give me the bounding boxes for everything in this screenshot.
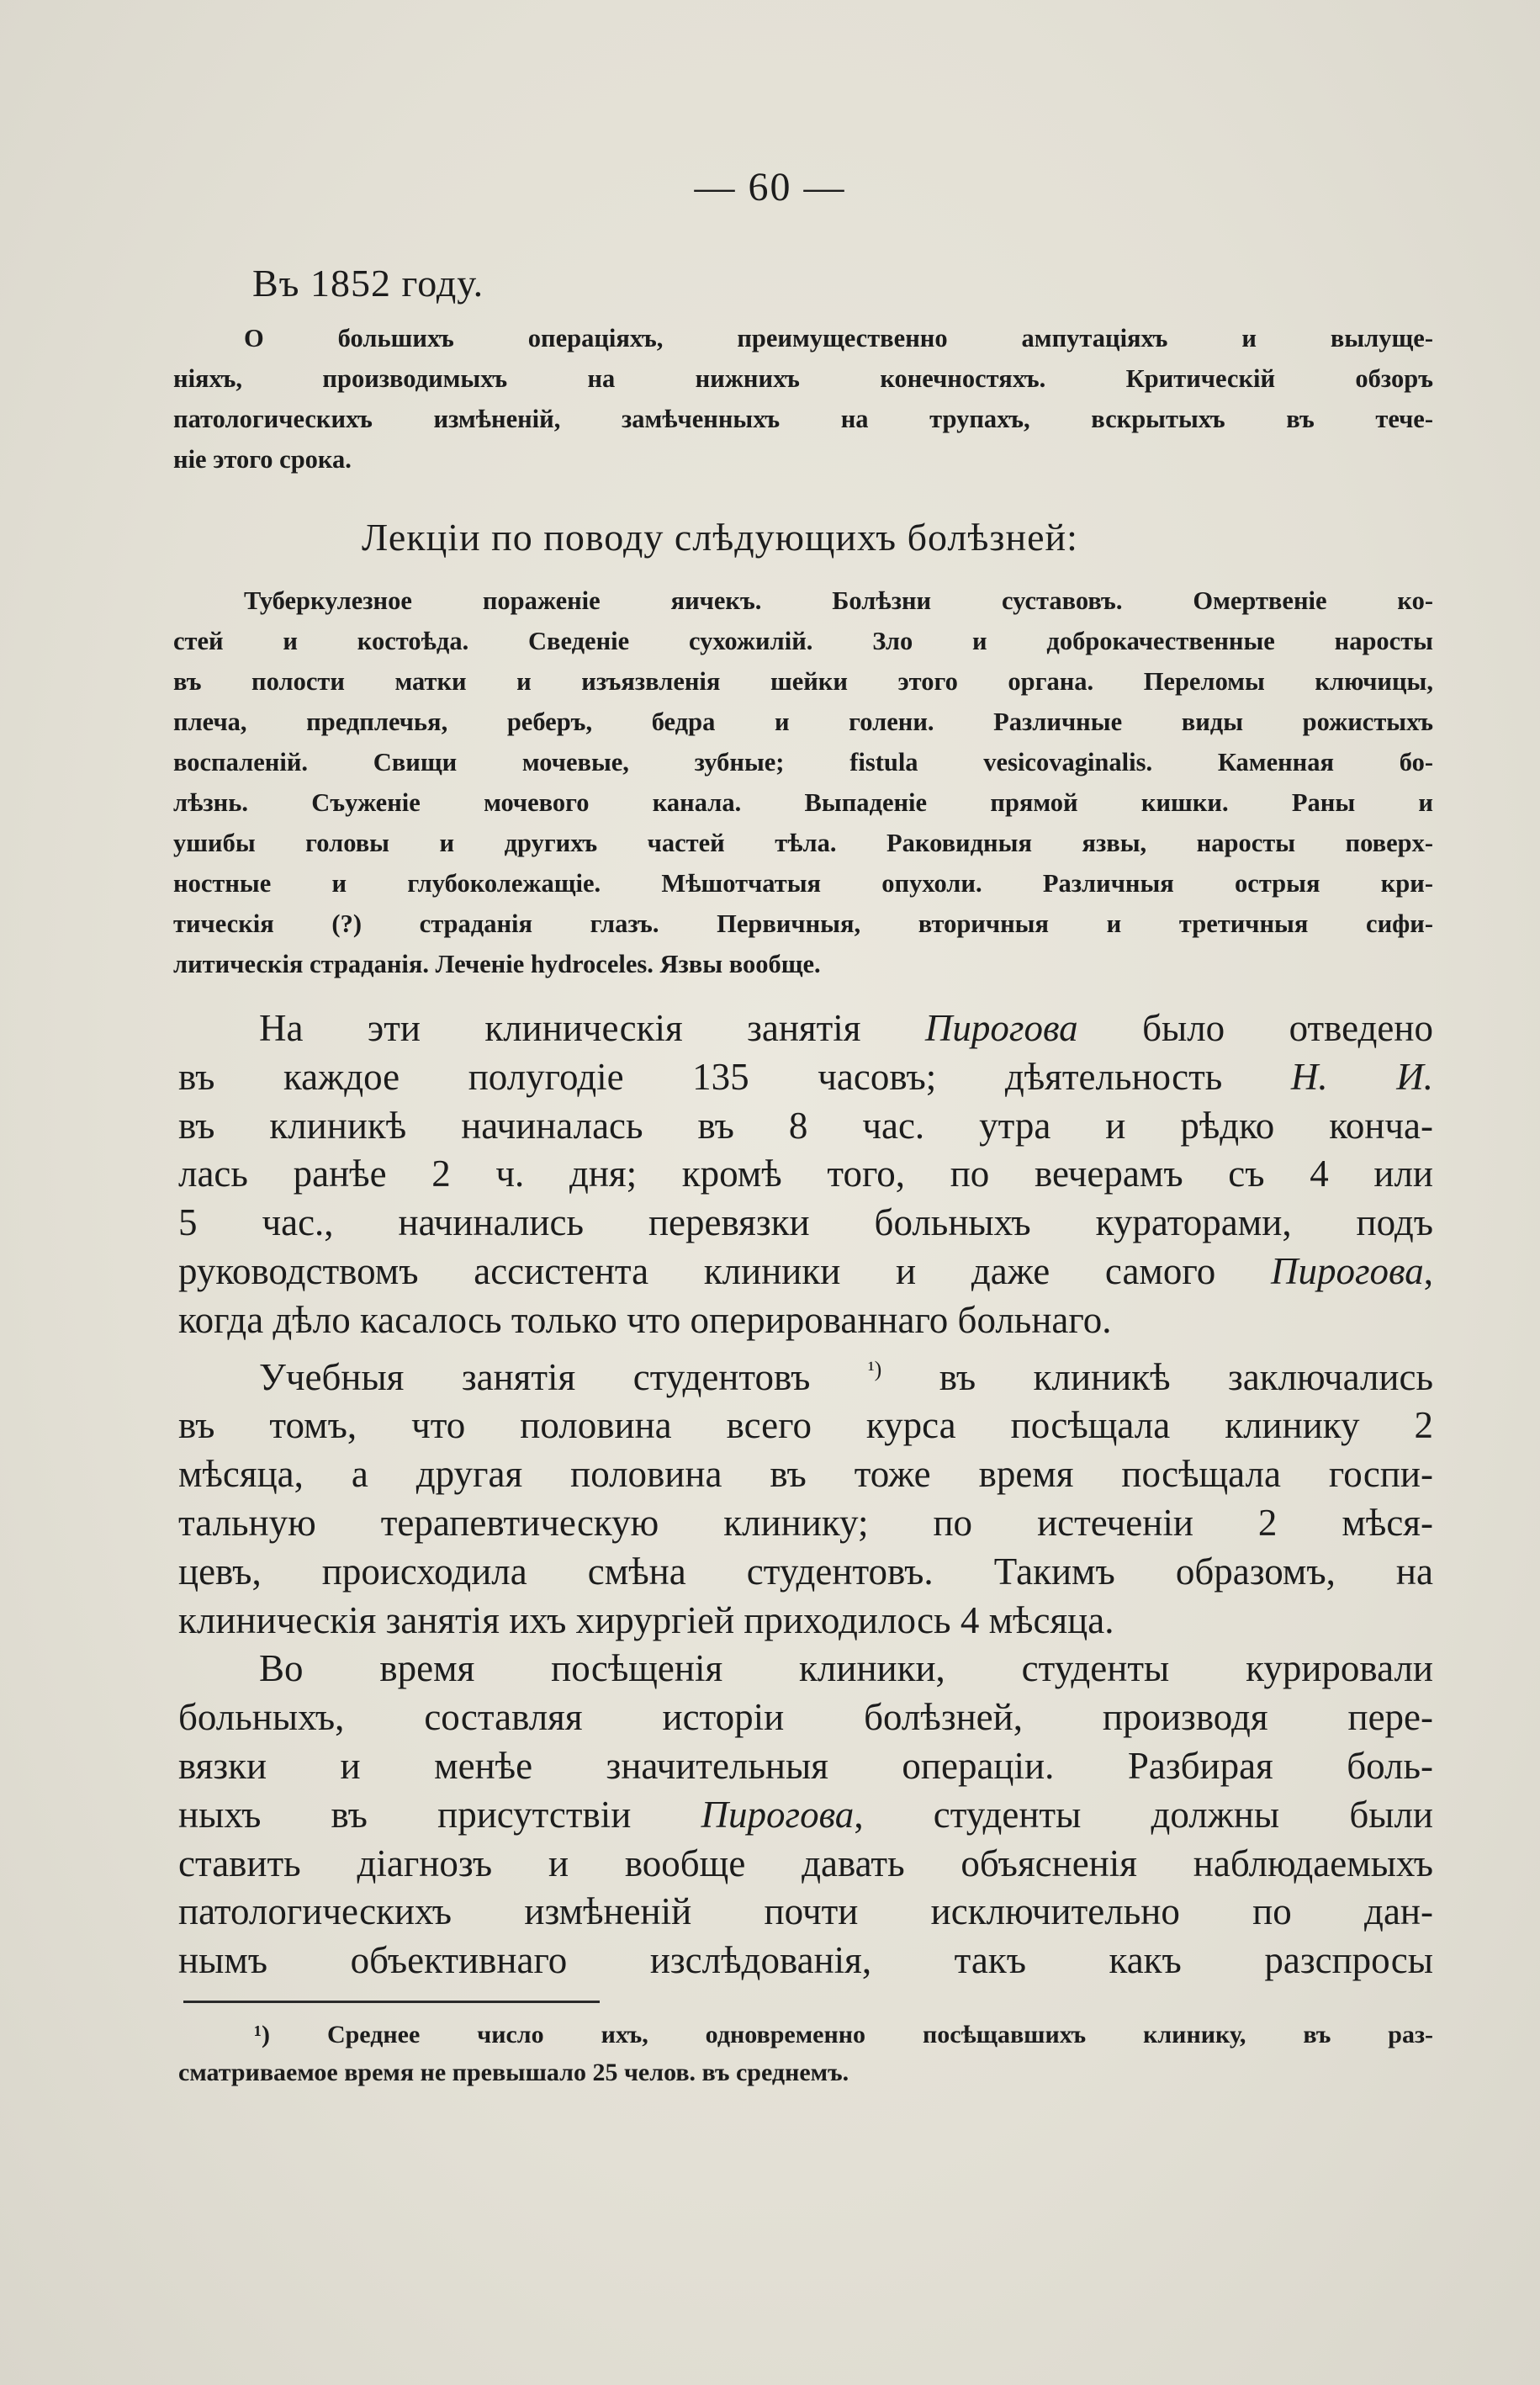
text-line: Во время посѣщенія клиники, студенты курировали: [259, 1647, 1433, 1690]
footnote-line: сматриваемое время не превышало 25 челов. въ среднемъ.: [178, 2059, 849, 2086]
main-text: [178, 1004, 1433, 1985]
text-line: ностные и глубоколежащіе. Мѣшотчатыя опухоли. Различныя острыя кри-: [173, 869, 1433, 898]
text-line: плеча, предплечья, реберъ, бедра и голени. Различные виды рожистыхъ: [173, 708, 1433, 736]
page-number: — 60 —: [694, 165, 846, 209]
text-line: тальную терапевтическую клинику; по истеченіи 2 мѣся-: [178, 1501, 1433, 1544]
footnote: [178, 2016, 1433, 2091]
text-line: въ полости матки и изъязвленія шейки этого органа. Переломы ключицы,: [173, 667, 1433, 696]
lectures-text: [173, 580, 1433, 984]
text-line: Учебныя занятія студентовъ $^{^1)}$ въ клиникѣ заключались: [259, 1355, 1433, 1398]
text-line: въ каждое полугодіе 135 часовъ; дѣятельность Н. И.: [178, 1055, 1434, 1098]
text-line: ушибы головы и другихъ частей тѣла. Раковидныя язвы, наросты поверх-: [173, 829, 1433, 857]
text-line: О большихъ операціяхъ, преимущественно ампутаціяхъ и вылуще-: [244, 324, 1433, 352]
text-line: воспаленій. Свищи мочевые, зубные; fistula vesicovaginalis. Каменная бо-: [173, 748, 1433, 776]
text-line: лѣзнь. Съуженіе мочевого канала. Выпаденіе прямой кишки. Раны и: [173, 788, 1433, 817]
text-line: лась ранѣе 2 ч. дня; кромѣ того, по вечерамъ съ 4 или: [178, 1153, 1433, 1195]
text-line: патологическихъ измѣненій, замѣченныхъ на трупахъ, вскрытыхъ въ тече-: [173, 405, 1433, 433]
text-line: въ томъ, что половина всего курса посѣщала клинику 2: [178, 1404, 1433, 1447]
section-heading-lectures: Лекціи по поводу слѣдующихъ болѣзней:: [362, 516, 1078, 559]
text-line: тическія (?) страданія глазъ. Первичныя, вторичныя и третичныя сифи-: [173, 909, 1433, 938]
text-line: 5 час., начинались перевязки больныхъ кураторами, подъ: [178, 1201, 1433, 1244]
text-line: ніяхъ, производимыхъ на нижнихъ конечностяхъ. Критическій обзоръ: [173, 364, 1433, 393]
section-1852-text: [173, 318, 1433, 480]
text-line: цевъ, происходила смѣна студентовъ. Такимъ образомъ, на: [178, 1550, 1433, 1593]
text-line: ставить діагнозъ и вообще давать объясненія наблюдаемыхъ: [178, 1842, 1433, 1884]
text-line: ніе этого срока.: [173, 445, 352, 474]
text-line: литическія страданія. Леченіе hydroceles. Язвы вообще.: [173, 950, 821, 978]
text-line: стей и костоѣда. Сведеніе сухожилій. Зло и доброкачественные наросты: [173, 627, 1433, 655]
text-line: руководствомъ ассистента клиники и даже самого Пирогова,: [178, 1249, 1433, 1292]
text-line: клиническія занятія ихъ хирургіей приходилось 4 мѣсяца.: [178, 1598, 1114, 1641]
text-line: въ клиникѣ начиналась въ 8 час. утра и рѣдко конча-: [178, 1104, 1433, 1147]
footnote-ref: ¹): [867, 1356, 882, 1381]
footnote-line: ¹) Среднее число ихъ, одновременно посѣщавшихъ клинику, въ раз-: [254, 2021, 1433, 2048]
text-line: ныхъ въ присутствіи Пирогова, студенты должны были: [178, 1793, 1433, 1836]
footnote-divider: [183, 2001, 600, 2003]
section-heading-1852: Въ 1852 году.: [252, 262, 484, 305]
text-line: больныхъ, составляя исторіи болѣзней, производя пере-: [178, 1696, 1433, 1739]
text-line: мѣсяца, а другая половина въ тоже время посѣщала госпи-: [178, 1453, 1433, 1496]
text-line: нымъ объективнаго изслѣдованія, такъ какъ разспросы: [178, 1939, 1433, 1982]
text-line: патологическихъ измѣненій почти исключительно по дан-: [178, 1890, 1433, 1933]
text-line: вязки и менѣе значительныя операціи. Разбирая боль-: [178, 1744, 1433, 1787]
text-line: Туберкулезное пораженіе яичекъ. Болѣзни суставовъ. Омертвеніе ко-: [244, 586, 1433, 615]
text-line: На эти клиническія занятія Пирогова было отведено: [259, 1007, 1433, 1049]
text-line: когда дѣло касалось только что оперированнаго больнаго.: [178, 1298, 1112, 1341]
